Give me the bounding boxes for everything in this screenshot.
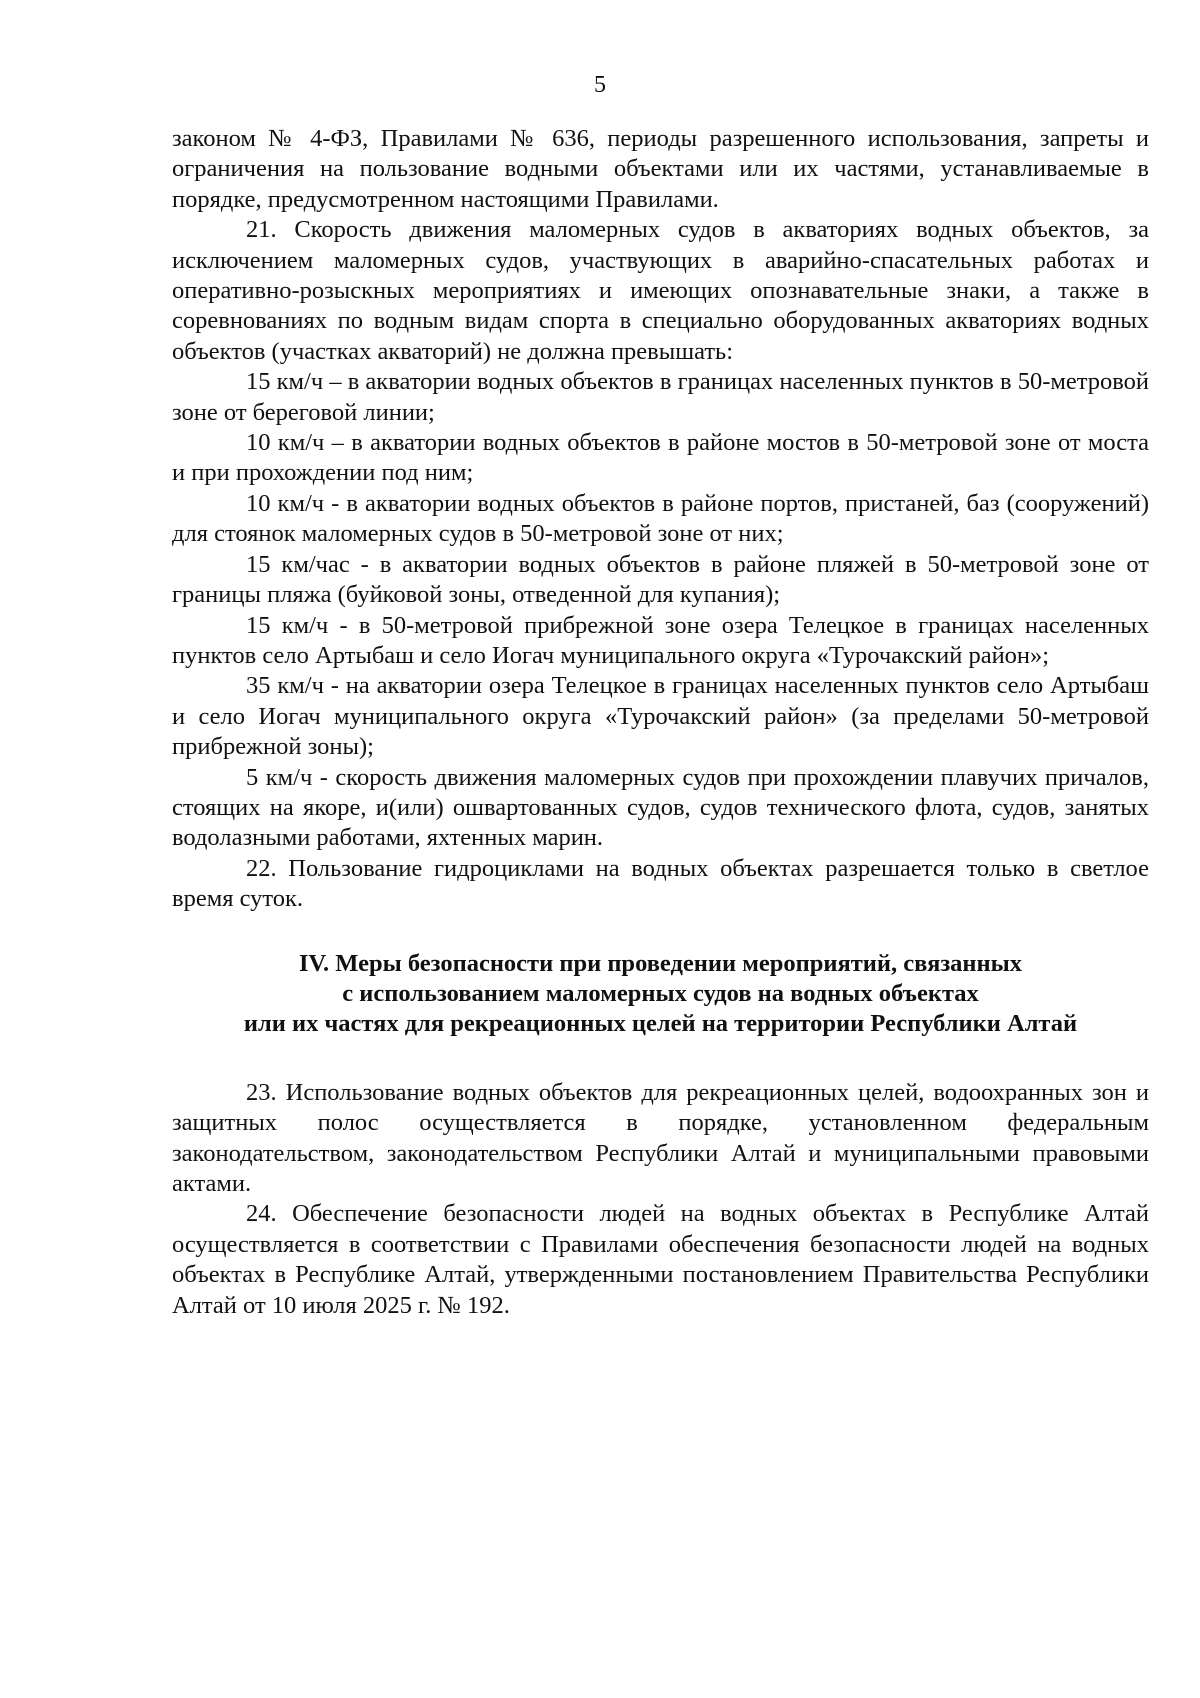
paragraph-intro-continuation: законом № 4-ФЗ, Правилами № 636, периоды разрешенного использования, запреты и ограничения на пользование водными объектами или их частями, устанавливаемые в порядке, предусмотренном настоящими Правилами. [172,125,1149,213]
paragraph-21: 21. Скорость движения маломерных судов в акваториях водных объектов, за исключением маломерных судов, участвующих в аварийно-спасательных работах и оперативно-розыскных мероприятиях и имеющих опознавательные знаки, а также в соревнованиях по водным видам спорта в специально оборудованных акваториях водных объектов (участках акваторий) не должна превышать: [172,216,1149,365]
paragraph-21-speed-3: 10 км/ч - в акватории водных объектов в районе портов, пристаней, баз (сооружений) для стоянок маломерных судов в 50-метровой зоне от них; [172,489,1149,548]
page-number: 5 [594,72,606,98]
paragraph-22: 22. Пользование гидроциклами на водных объектах разрешается только в светлое время суток. [172,854,1149,913]
document-body [172,124,1149,1321]
section-heading-line-2: с использованием маломерных судов на водных объектах [342,979,979,1007]
paragraph-21-speed-1: 15 км/ч – в акватории водных объектов в границах населенных пунктов в 50-метровой зоне от береговой линии; [172,368,1149,426]
paragraph-23: 23. Использование водных объектов для рекреационных целей, водоохранных зон и защитных полос осуществляется в порядке, установленном федеральным законодательством, законодательством Республики Алтай и муниципальными правовыми актами. [172,1078,1149,1197]
paragraph-21-speed-2: 10 км/ч – в акватории водных объектов в районе мостов в 50-метровой зоне от моста и при прохождении под ним; [172,429,1149,487]
paragraph-21-speed-6: 35 км/ч - на акватории озера Телецкое в границах населенных пунктов село Артыбаш и село Иогач муниципального округа «Турочакский район» (за пределами 50-метровой прибрежной зоны); [172,672,1149,761]
paragraph-21-speed-5: 15 км/ч - в 50-метровой прибрежной зоне озера Телецкое в границах населенных пунктов село Артыбаш и село Иогач муниципального округа «Турочакский район»; [172,611,1149,669]
section-heading-line-1: IV. Меры безопасности при проведении мероприятий, связанных [298,949,1023,977]
section-heading-line-3: или их частях для рекреационных целей на территории Республики Алтай [243,1010,1078,1038]
section-heading [172,949,1149,1040]
paragraph-21-speed-7: 5 км/ч - скорость движения маломерных судов при прохождении плавучих причалов, стоящих на якоре, и(или) ошвартованных судов, судов технического флота, судов, занятых водолазными работами, яхтенных марин. [172,763,1149,852]
paragraph-24: 24. Обеспечение безопасности людей на водных объектах в Республике Алтай осуществляется в соответствии с Правилами обеспечения безопасности людей на водных объектах в Республике Алтай, утвержденными постановлением Правительства Республики Алтай от 10 июля 2025 г. № 192. [172,1200,1149,1319]
paragraph-21-speed-4: 15 км/час - в акватории водных объектов в районе пляжей в 50-метровой зоне от границы пляжа (буйковой зоны, отведенной для купания); [172,550,1149,609]
